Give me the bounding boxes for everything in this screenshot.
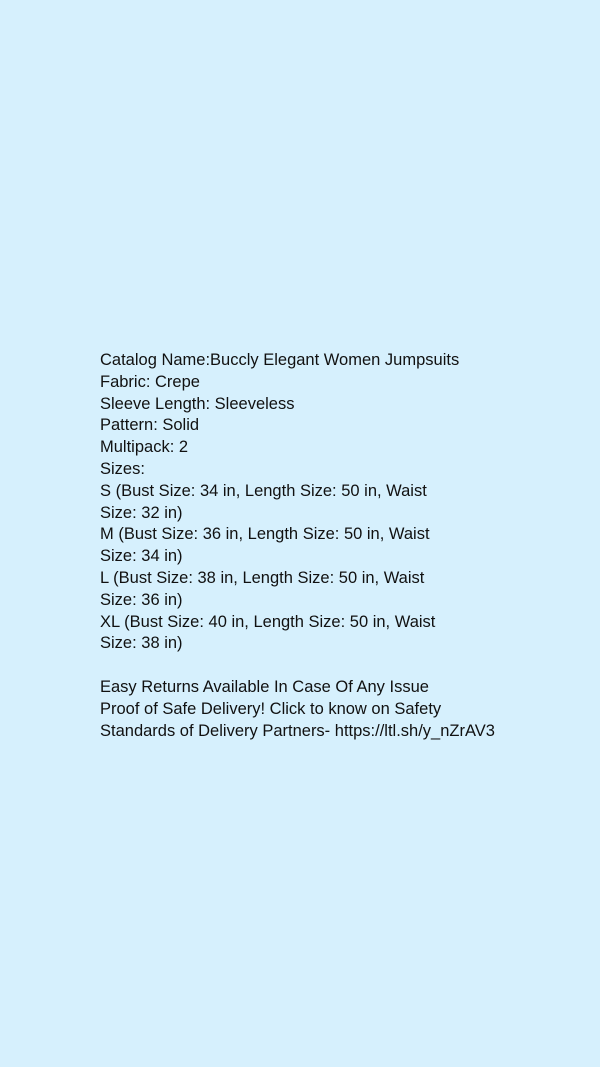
pattern: Pattern: Solid xyxy=(100,416,200,435)
multipack: Multipack: 2 xyxy=(100,438,189,457)
size-xl-line2: Size: 38 in) xyxy=(100,634,183,653)
fabric: Fabric: Crepe xyxy=(100,372,200,391)
sizes-heading: Sizes: xyxy=(100,459,145,478)
delivery-note-line1: Proof of Safe Delivery! Click to know on Safety xyxy=(100,699,442,718)
size-m-line1: M (Bust Size: 36 in, Length Size: 50 in, Waist xyxy=(100,525,430,544)
product-description xyxy=(100,350,520,742)
size-s-line2: Size: 32 in) xyxy=(100,503,183,522)
size-s-line1: S (Bust Size: 34 in, Length Size: 50 in, Waist xyxy=(100,481,427,500)
sleeve-length: Sleeve Length: Sleeveless xyxy=(100,394,295,413)
size-m-line2: Size: 34 in) xyxy=(100,547,183,566)
size-l-line2: Size: 36 in) xyxy=(100,590,183,609)
returns-note: Easy Returns Available In Case Of Any Issue xyxy=(100,677,429,696)
size-l-line1: L (Bust Size: 38 in, Length Size: 50 in, Waist xyxy=(100,568,425,587)
delivery-note-line2: Standards of Delivery Partners- https://ltl.sh/y_nZrAV3 xyxy=(100,721,495,740)
catalog-name: Catalog Name:Buccly Elegant Women Jumpsuits xyxy=(100,351,460,369)
size-xl-line1: XL (Bust Size: 40 in, Length Size: 50 in, Waist xyxy=(100,612,436,631)
spacer xyxy=(100,655,520,677)
